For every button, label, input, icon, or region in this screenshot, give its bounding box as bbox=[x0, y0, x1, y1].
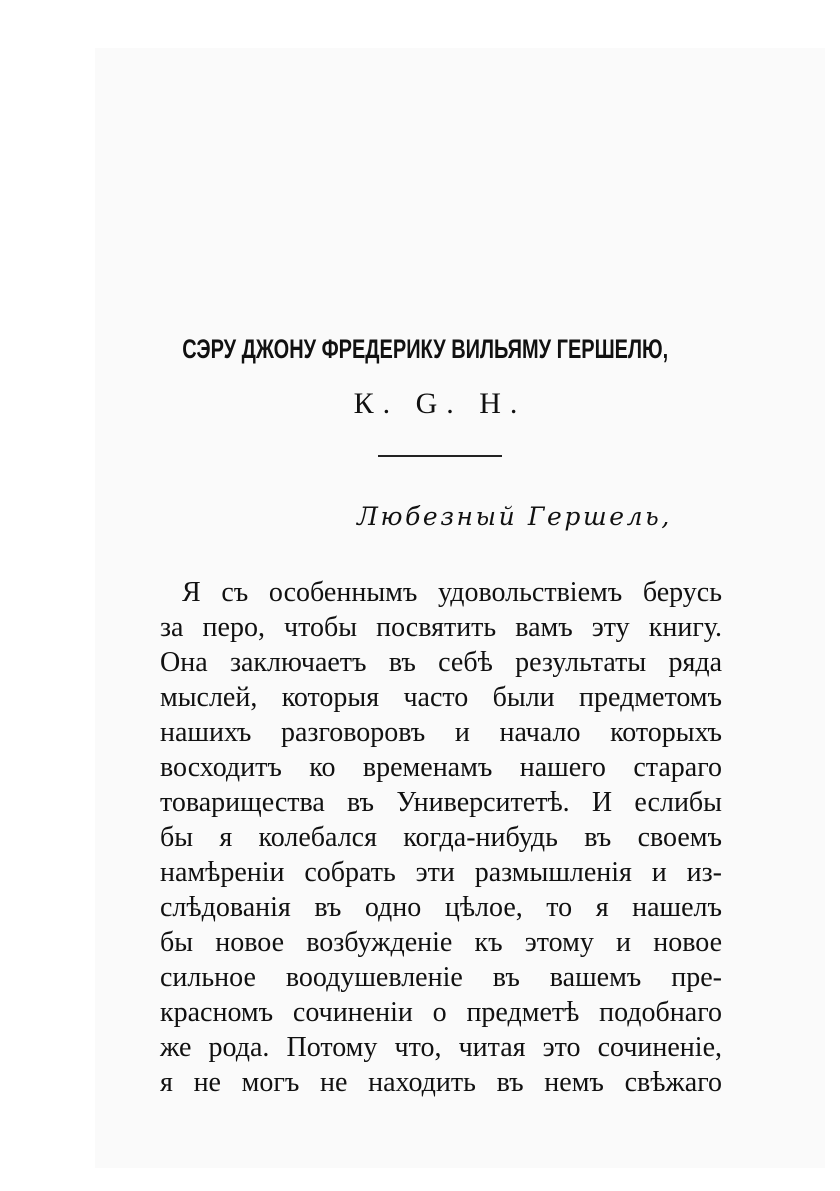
body-text bbox=[160, 575, 722, 1100]
body-line: Она заключаетъ въ себѣ результаты ряда bbox=[160, 647, 722, 678]
body-line: слѣдованія въ одно цѣлое, то я нашелъ bbox=[160, 892, 722, 923]
body-line: товарищества въ Университетѣ. И еслибы bbox=[160, 787, 722, 818]
body-line: красномъ сочиненіи о предметѣ подобнаго bbox=[160, 997, 722, 1028]
body-line: за перо, чтобы посвятить вамъ эту книгу. bbox=[160, 612, 722, 643]
body-line: Я съ особеннымъ удовольствіемъ берусь bbox=[182, 577, 722, 608]
body-line: мыслей, которыя часто были предметомъ bbox=[160, 682, 722, 713]
body-line: восходитъ ко временамъ нашего стараго bbox=[160, 752, 722, 783]
body-line: я не могъ не находить въ немъ свѣжаго bbox=[160, 1067, 722, 1098]
dedication-recipient: СЭРУ ДЖОНУ ФРЕДЕРИКУ ВИЛЬЯМУ ГЕРШЕЛЮ, bbox=[182, 334, 669, 364]
body-line: нашихъ разговоровъ и начало которыхъ bbox=[160, 717, 722, 748]
body-line: бы новое возбужденіе къ этому и новое bbox=[160, 927, 722, 958]
dedication-order: К. G. H. bbox=[353, 387, 527, 420]
body-line: сильное воодушевленіе въ вашемъ пре- bbox=[160, 962, 722, 993]
body-line: бы я колебался когда-нибудь въ своемъ bbox=[160, 822, 722, 853]
separator-rule bbox=[378, 455, 502, 457]
body-line: намѣреніи собрать эти размышленія и из- bbox=[160, 857, 722, 888]
body-line: же рода. Потому что, читая это сочиненіе, bbox=[160, 1032, 722, 1063]
salutation: Любезный Гершель, bbox=[357, 502, 672, 531]
